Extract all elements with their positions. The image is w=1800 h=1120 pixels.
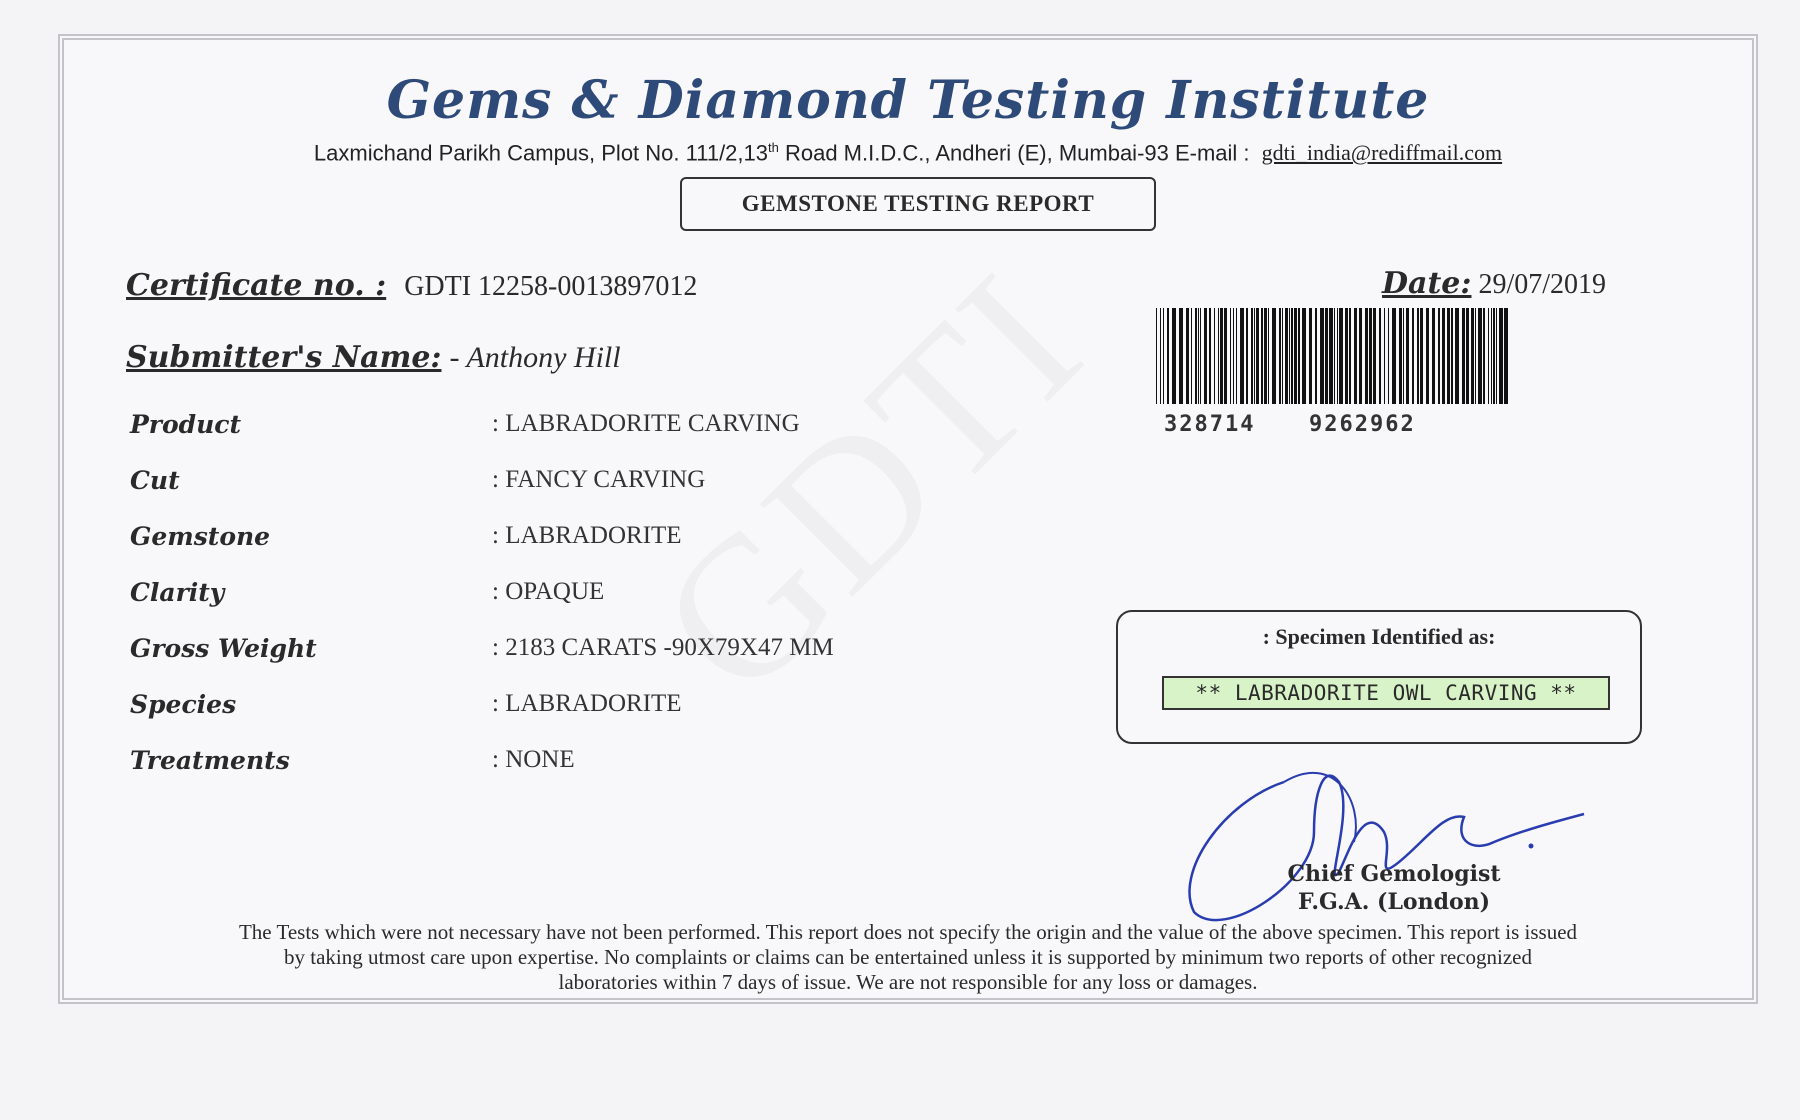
detail-label: Gemstone	[130, 522, 271, 551]
barcode-bar	[1417, 308, 1419, 404]
detail-label: Clarity	[130, 578, 225, 607]
barcode-bar	[1426, 308, 1429, 404]
email-link[interactable]: gdti_india@rediffmail.com	[1261, 140, 1503, 166]
barcode-bar	[1218, 308, 1219, 404]
barcode-bar	[1475, 308, 1476, 404]
barcode-number	[1164, 412, 1504, 437]
address-line: Laxmichand Parikh Campus, Plot No. 111/2,13	[313, 140, 768, 166]
barcode-bar	[1496, 308, 1497, 404]
date-value: 29/07/2019	[1478, 269, 1607, 300]
detail-label: Cut	[130, 466, 180, 495]
barcode-bar	[1478, 308, 1482, 404]
submitter	[126, 340, 621, 375]
barcode-bar	[1289, 308, 1290, 404]
barcode-bar	[1224, 308, 1227, 404]
barcode-bar	[1264, 308, 1267, 404]
institute-name: Gems & Diamond Testing Institute	[386, 70, 1430, 131]
barcode-bar	[1339, 308, 1343, 404]
certificate-card	[58, 34, 1758, 1004]
barcode-bar	[1345, 308, 1348, 404]
barcode-bar	[1220, 308, 1223, 404]
specimen-value: ** LABRADORITE OWL CARVING **	[1162, 676, 1610, 710]
barcode-bar	[1334, 308, 1335, 404]
barcode	[1154, 308, 1514, 404]
barcode-bar	[1156, 308, 1157, 404]
detail-label: Species	[130, 690, 237, 719]
barcode-bar	[1359, 308, 1362, 404]
barcode-bar	[1172, 308, 1176, 404]
barcode-bar	[1291, 308, 1293, 404]
barcode-bar	[1493, 308, 1495, 404]
detail-label: Gross Weight	[130, 634, 317, 663]
barcode-bar	[1373, 308, 1376, 404]
barcode-bar	[1179, 308, 1183, 404]
barcode-bar	[1392, 308, 1396, 404]
barcode-bar	[1369, 308, 1372, 404]
report-title: GEMSTONE TESTING REPORT	[680, 177, 1156, 231]
barcode-bar	[1466, 308, 1469, 404]
detail-value: : LABRADORITE	[492, 522, 682, 549]
barcode-bar	[1230, 308, 1231, 404]
certificate-number	[126, 268, 697, 303]
signatory-title: Chief Gemologist	[1287, 861, 1501, 887]
barcode-bar	[1160, 308, 1161, 404]
barcode-bar	[1406, 308, 1409, 404]
barcode-bar	[1195, 308, 1197, 404]
address-sup: th	[768, 140, 779, 155]
barcode-bar	[1488, 308, 1489, 404]
barcode-bar	[1315, 308, 1317, 404]
barcode-bar	[1455, 308, 1459, 404]
signature-loop	[1284, 773, 1356, 842]
barcode-bar	[1403, 308, 1404, 404]
barcode-bar	[1420, 308, 1423, 404]
barcode-bar	[1399, 308, 1402, 404]
barcode-bar	[1447, 308, 1450, 404]
barcode-bar	[1214, 308, 1215, 404]
barcode-bar	[1200, 308, 1201, 404]
barcode-bar	[1384, 308, 1385, 404]
barcode-bar	[1309, 308, 1312, 404]
barcode-bar	[1499, 308, 1503, 404]
detail-value: : OPAQUE	[492, 578, 605, 605]
signatory-credential: F.G.A. (London)	[1297, 889, 1491, 915]
barcode-bar	[1240, 308, 1244, 404]
barcode-bar	[1442, 308, 1445, 404]
detail-value: : LABRADORITE	[492, 690, 682, 717]
certificate-label: Certificate no. :	[126, 268, 387, 303]
barcode-bar	[1302, 308, 1306, 404]
barcode-bar	[1329, 308, 1333, 404]
barcode-bar	[1365, 308, 1368, 404]
signatory	[1234, 860, 1554, 916]
barcode-bar	[1279, 308, 1281, 404]
detail-value: : FANCY CARVING	[492, 466, 706, 493]
barcode-bar	[1204, 308, 1207, 404]
barcode-bar	[1438, 308, 1440, 404]
barcode-bar	[1251, 308, 1253, 404]
specimen-box	[1116, 610, 1642, 744]
detail-label: Product	[130, 410, 242, 439]
barcode-bar	[1483, 308, 1485, 404]
disclaimer-line: by taking utmost care upon expertise. No complaints or claims can be entertained unless it is supported by minimum two reports of other recognized	[283, 945, 1533, 969]
specimen-title: : Specimen Identified as:	[1262, 624, 1496, 649]
barcode-bar	[1198, 308, 1199, 404]
barcode-bar	[1233, 308, 1234, 404]
barcode-bar	[1337, 308, 1338, 404]
barcode-bar	[1462, 308, 1465, 404]
barcode-number-right: 9262962	[1309, 412, 1416, 437]
barcode-bar	[1412, 308, 1414, 404]
barcode-bar	[1246, 308, 1248, 404]
barcode-bar	[1186, 308, 1189, 404]
barcode-bar	[1268, 308, 1269, 404]
barcode-bar	[1354, 308, 1357, 404]
barcode-bar	[1294, 308, 1297, 404]
barcode-bar	[1491, 308, 1492, 404]
date-label: Date:	[1382, 266, 1472, 301]
barcode-bar	[1504, 308, 1508, 404]
barcode-bar	[1282, 308, 1283, 404]
barcode-bar	[1209, 308, 1211, 404]
barcode-bar	[1254, 308, 1255, 404]
barcode-bar	[1325, 308, 1328, 404]
barcode-bar	[1349, 308, 1351, 404]
submitter-label: Submitter's Name:	[126, 340, 442, 375]
barcode-bar	[1167, 308, 1169, 404]
barcode-bar	[1191, 308, 1192, 404]
institute-address	[64, 140, 1752, 166]
disclaimer-line: laboratories within 7 days of issue. We are not responsible for any loss or damages.	[558, 970, 1258, 994]
disclaimer	[84, 920, 1732, 995]
disclaimer-line: The Tests which were not necessary have not been performed. This report does not specify the origin and the value of the above specimen. This report is issued	[238, 920, 1578, 944]
detail-value: : 2183 CARATS -90X79X47 MM	[492, 634, 834, 661]
detail-label: Treatments	[130, 746, 290, 775]
barcode-number-left: 328714	[1164, 412, 1256, 437]
detail-value: : LABRADORITE CARVING	[492, 410, 800, 437]
barcode-bar	[1451, 308, 1453, 404]
report-date	[1382, 266, 1606, 301]
certificate-value: GDTI 12258-0013897012	[404, 271, 698, 302]
barcode-bar	[1432, 308, 1435, 404]
submitter-value: - Anthony Hill	[449, 341, 621, 374]
address-line-2: Road M.I.D.C., Andheri (E), Mumbai-93 E-mail :	[778, 140, 1256, 166]
detail-value: : NONE	[492, 746, 575, 773]
barcode-bar	[1261, 308, 1263, 404]
barcode-bar	[1379, 308, 1381, 404]
barcode-bar	[1298, 308, 1300, 404]
barcode-bar	[1236, 308, 1237, 404]
barcode-bar	[1272, 308, 1276, 404]
signature-dot	[1529, 844, 1534, 849]
barcode-bar	[1163, 308, 1164, 404]
barcode-bar	[1471, 308, 1474, 404]
barcode-bar	[1320, 308, 1324, 404]
barcode-bar	[1388, 308, 1389, 404]
barcode-bar	[1256, 308, 1259, 404]
barcode-bar	[1285, 308, 1288, 404]
